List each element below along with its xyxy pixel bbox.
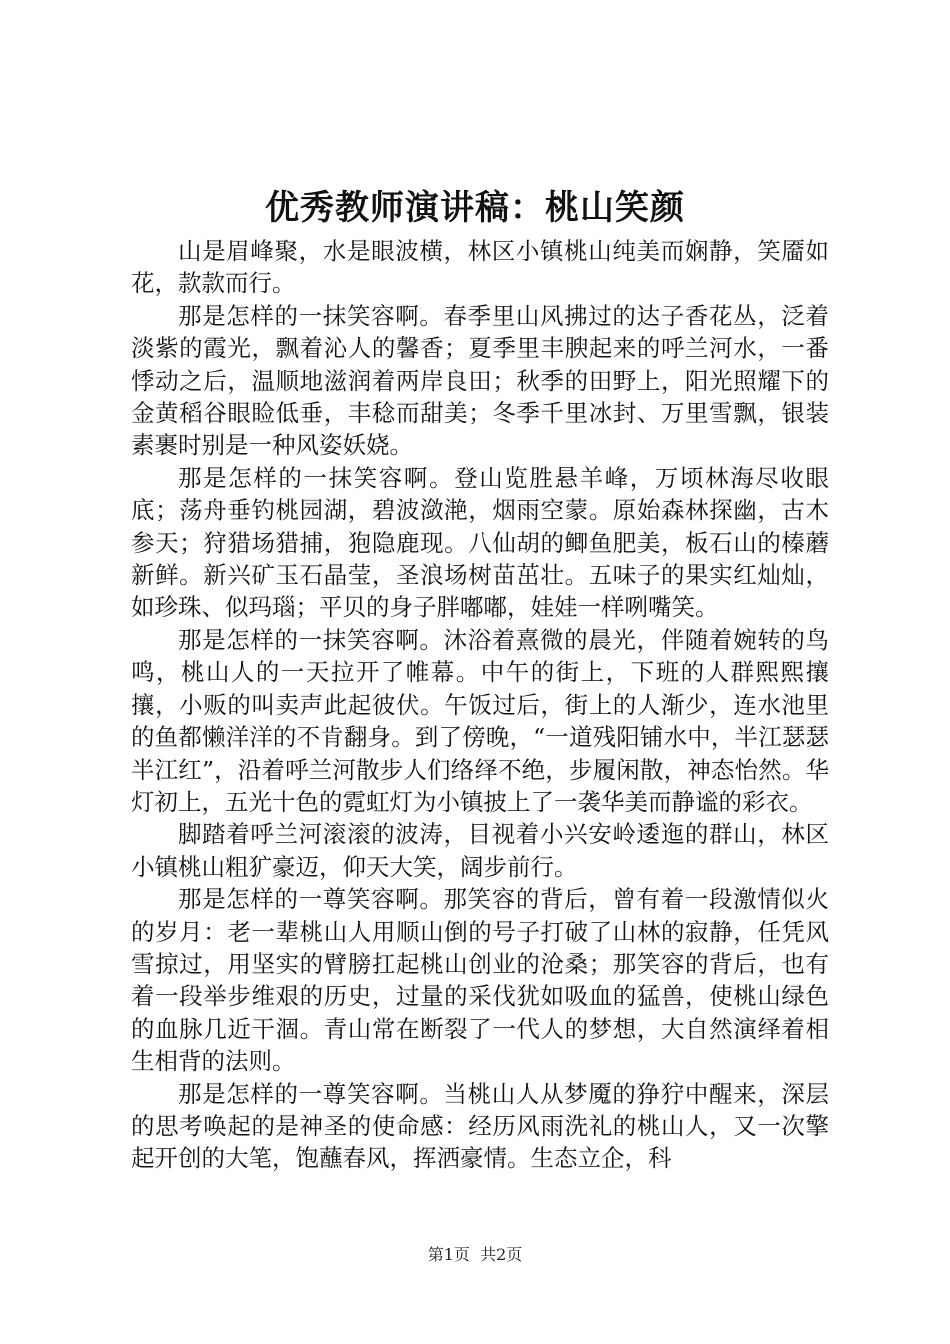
paragraph: 山是眉峰聚，水是眼波横，林区小镇桃山纯美而娴静，笑靥如花，款款而行。 (131, 237, 829, 298)
paragraph: 那是怎样的一抹笑容啊。春季里山风拂过的达子香花丛，泛着淡紫的霞光，飘着沁人的馨香；夏季里丰腴起来的呼兰河水，一番悸动之后，温顺地滋润着两岸良田；秋季的田野上，阳光照耀下的金黄稻谷眼睑低垂，丰稔而甜美；冬季千里冰封、万里雪飘，银装素裹时别是一种风姿妖娆。 (131, 301, 829, 460)
paragraph: 那是怎样的一抹笑容啊。登山览胜悬羊峰，万顷林海尽收眼底；荡舟垂钓桃园湖，碧波潋滟，烟雨空蒙。原始森林探幽，古木参天；狩猎场猎捕，狍隐鹿现。八仙胡的鲫鱼肥美，板石山的榛蘑新鲜。新兴矿玉石晶莹，圣浪场树苗茁壮。五味子的果实红灿灿，如珍珠、似玛瑙；平贝的身子胖嘟嘟，娃娃一样咧嘴笑。 (131, 463, 829, 622)
document-body (131, 235, 829, 1175)
paragraph: 那是怎样的一尊笑容啊。那笑容的背后，曾有着一段激情似火的岁月：老一辈桃山人用顺山倒的号子打破了山林的寂静，任凭风雪掠过，用坚实的臂膀扛起桃山创业的沧桑；那笑容的背后，也有着一段举步维艰的历史，过量的采伐犹如吸血的猛兽，使桃山绿色的血脉几近干涸。青山常在断裂了一代人的梦想，大自然演绎着相生相背的法则。 (131, 885, 829, 1076)
paragraph: 那是怎样的一抹笑容啊。沐浴着熹微的晨光，伴随着婉转的鸟鸣，桃山人的一天拉开了帷幕。中午的街上，下班的人群熙熙攘攘，小贩的叫卖声此起彼伏。午饭过后，街上的人渐少，连水池里的鱼都懒洋洋的不肯翻身。到了傍晚，“一道残阳铺水中，半江瑟瑟半江红”，沿着呼兰河散步人们络绎不绝，步履闲散，神态怡然。华灯初上，五光十色的霓虹灯为小镇披上了一袭华美而静谧的彩衣。 (131, 625, 829, 816)
paragraph: 那是怎样的一尊笑容啊。当桃山人从梦魇的狰狞中醒来，深层的思考唤起的是神圣的使命感：经历风雨洗礼的桃山人，又一次擎起开创的大笔，饱蘸春风，挥洒豪情。生态立企，科 (131, 1079, 829, 1173)
page-number: 第1页 (427, 1245, 470, 1264)
paragraph: 脚踏着呼兰河滚滚的波涛，目视着小兴安岭逶迤的群山，林区小镇桃山粗犷豪迈，仰天大笑，阔步前行。 (131, 820, 829, 881)
document-title: 优秀教师演讲稿：桃山笑颜 (265, 188, 685, 228)
page-footer (0, 1244, 950, 1266)
page-total: 共2页 (480, 1245, 523, 1264)
